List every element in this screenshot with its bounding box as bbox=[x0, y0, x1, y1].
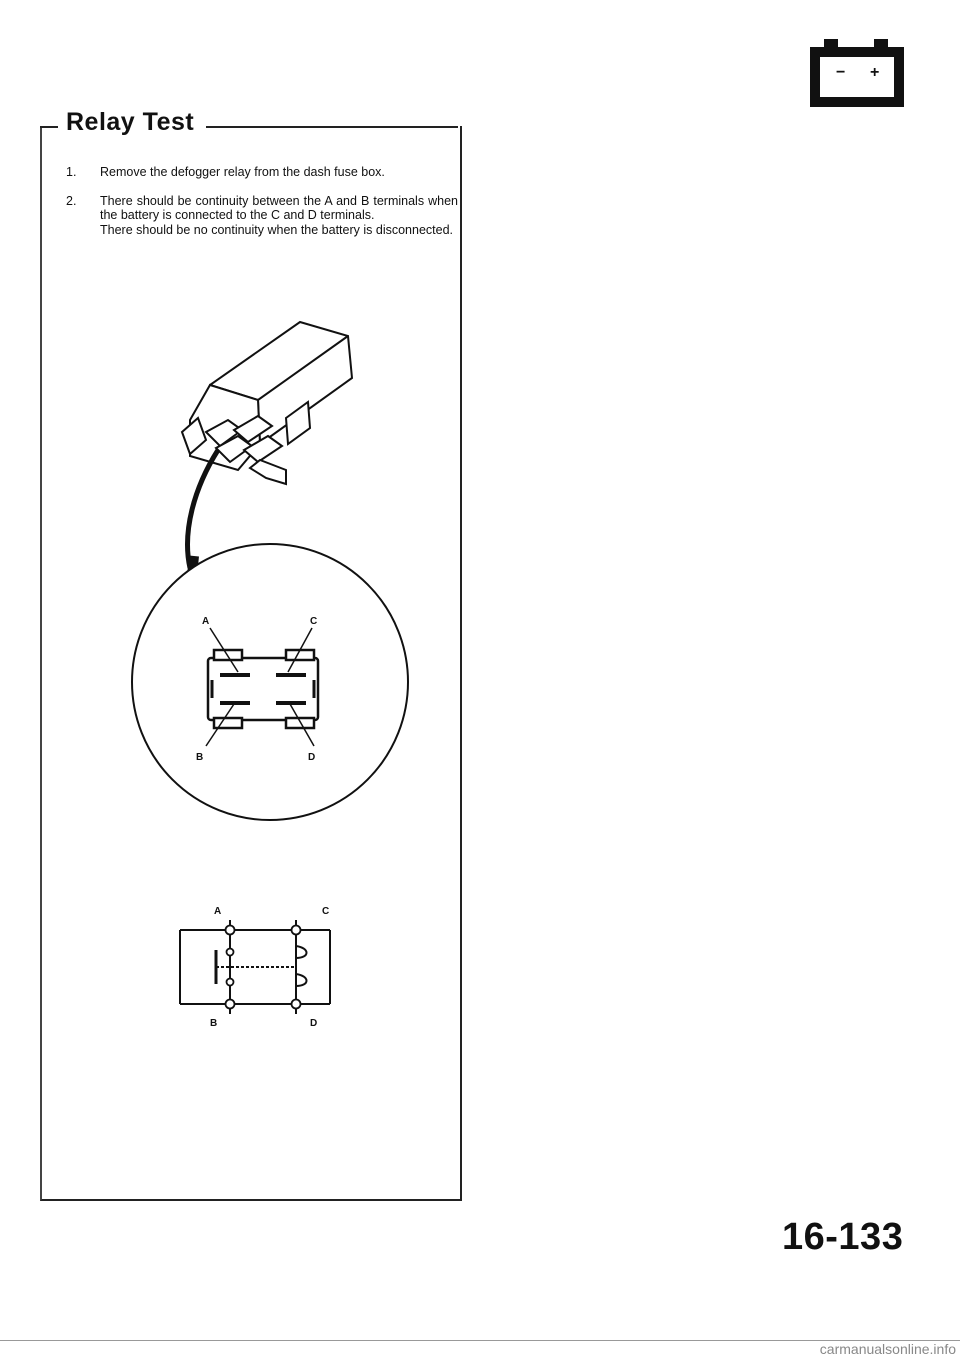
battery-icon bbox=[808, 37, 906, 109]
step-text: Remove the defogger relay from the dash fuse box. bbox=[100, 165, 385, 179]
connector-detail-circle bbox=[132, 544, 408, 820]
page-number: 16-133 bbox=[782, 1216, 904, 1258]
step-number: 2. bbox=[66, 193, 77, 208]
step-text-continued: There should be no continuity when the battery is disconnected. bbox=[100, 222, 453, 237]
connector-pin-b-label: B bbox=[196, 752, 204, 763]
title-rule bbox=[206, 126, 458, 128]
step-item bbox=[66, 165, 458, 180]
steps-list bbox=[66, 165, 458, 251]
relay-illustration bbox=[110, 300, 430, 840]
step-item bbox=[66, 194, 458, 238]
section-title-text: Relay Test bbox=[66, 108, 195, 136]
schematic-pin-d-label: D bbox=[310, 1018, 318, 1029]
connector-pin-c-label: C bbox=[310, 616, 318, 627]
schematic-lines bbox=[180, 920, 330, 1014]
battery-plus-sign: + bbox=[870, 64, 880, 81]
schematic-pin-b-label: B bbox=[210, 1018, 218, 1029]
frame-top-left-rule bbox=[40, 126, 58, 128]
connector-pin-a-label: A bbox=[202, 616, 210, 627]
battery-minus-sign: − bbox=[836, 64, 846, 81]
step-number: 1. bbox=[66, 165, 77, 179]
relay-schematic bbox=[170, 900, 340, 1030]
schematic-pin-c-label: C bbox=[322, 906, 330, 917]
section-title bbox=[66, 108, 194, 137]
footer-watermark: carmanualsonline.info bbox=[819, 1341, 956, 1357]
connector-pin-d-label: D bbox=[308, 752, 316, 763]
step-text: There should be continuity between the A and B terminals when the battery is connected to the C and D terminals. bbox=[100, 193, 458, 222]
relay-body bbox=[182, 322, 352, 484]
footer-bar bbox=[0, 1340, 960, 1359]
schematic-pin-a-label: A bbox=[214, 906, 222, 917]
